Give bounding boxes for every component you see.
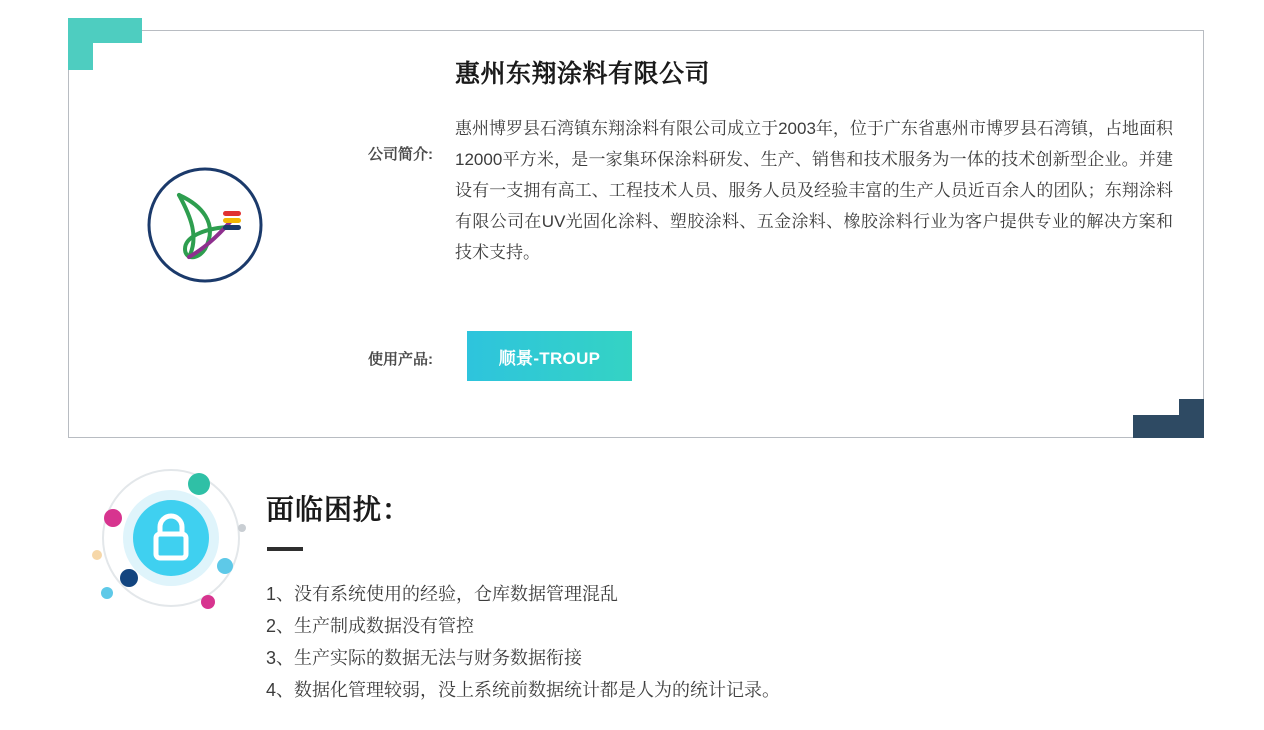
section-title-rule [267,547,303,551]
list-item: 1、没有系统使用的经验，仓库数据管理混乱 [266,584,619,604]
issues-list [266,578,1166,706]
company-intro-text: 惠州博罗县石湾镇东翔涂料有限公司成立于2003年，位于广东省惠州市博罗县石湾镇，占地面积12000平方米，是一家集环保涂料研发、生产、销售和技术服务为一体的技术创新型企业。并建设有一支拥有高工、工程技术人员、服务人员及经验丰富的生产人员近百余人的团队；东翔涂料有限公司在UV光固化涂料、塑胶涂料、五金涂料、橡胶涂料行业为客户提供专业的解决方案和技术支持。 [455,119,1173,262]
list-item: 4、数据化管理较弱，没上系统前数据统计都是人为的统计记录。 [266,680,781,700]
product-used-label: 使用产品: [368,351,433,368]
decorative-corner-dark-cutout [1133,399,1179,415]
product-badge: 顺景-TROUP [467,331,632,381]
list-item: 3、生产实际的数据无法与财务数据衔接 [266,648,583,668]
page-title: 惠州东翔涂料有限公司 [455,60,711,88]
decorative-corner-teal-cutout [93,43,142,70]
company-logo [145,165,265,285]
section-title: 面临困扰： [266,494,412,525]
list-item: 2、生产制成数据没有管控 [266,616,475,636]
company-intro-label: 公司简介: [368,146,433,163]
lock-icon [82,462,260,624]
